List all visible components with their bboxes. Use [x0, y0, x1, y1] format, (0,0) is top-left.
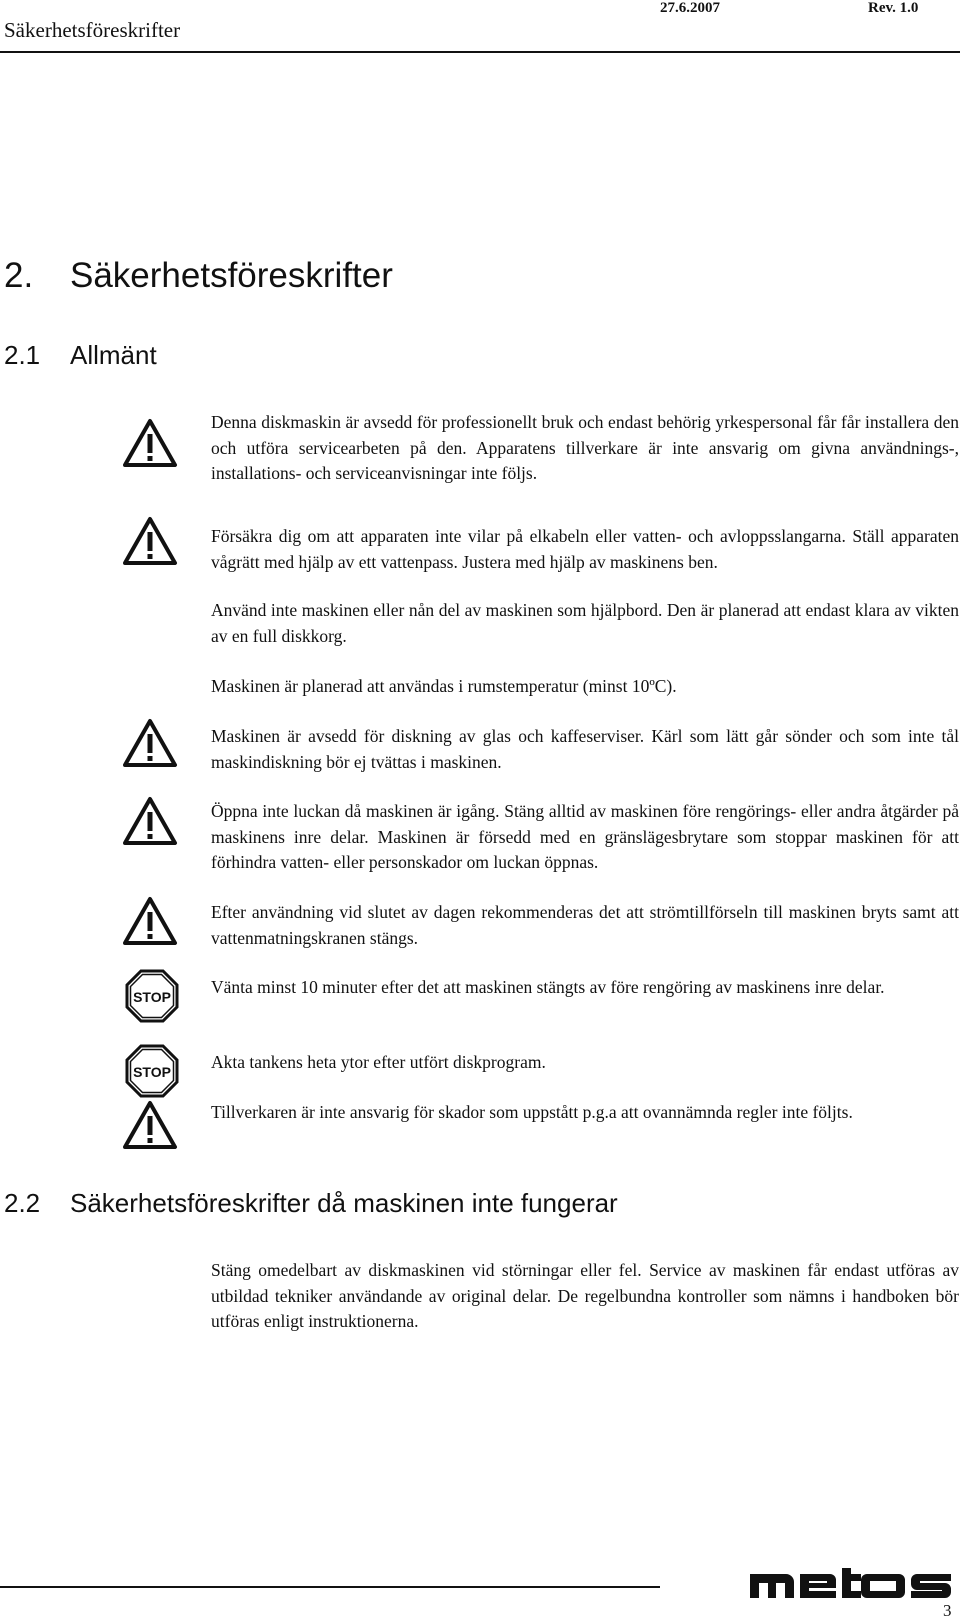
section-number: 2.2	[4, 1188, 41, 1218]
section-title: Säkerhetsföreskrifter då maskinen inte fungerar	[70, 1188, 618, 1218]
warning-icon	[122, 516, 178, 566]
chapter-number: 2.	[4, 256, 34, 295]
header-date: 27.6.2007	[660, 0, 720, 16]
metos-logo	[748, 1566, 958, 1605]
section-heading-2-1	[4, 340, 157, 371]
paragraph-11: Stäng omedelbart av diskmaskinen vid störningar eller fel. Service av maskinen får endast utföras av utbildad tekniker användande av original delar. De regelbundna kontroller som nämns i handboken bör utföras enligt instruktionerna.	[211, 1260, 959, 1331]
stop-sign-icon	[125, 969, 179, 1023]
stop-sign-icon	[125, 1044, 179, 1098]
header-revision: Rev. 1.0	[868, 0, 919, 16]
page-number: 3	[943, 1601, 952, 1620]
warning-icon	[122, 896, 178, 946]
paragraph-9: Akta tankens heta ytor efter utfört diskprogram.	[211, 1052, 546, 1072]
paragraph-3: Använd inte maskinen eller nån del av maskinen som hjälpbord. Den är planerad att endast klara av vikten av en full diskkorg.	[211, 600, 959, 646]
paragraph-7: Efter användning vid slutet av dagen rekommenderas det att strömtillförseln till maskinen bryts samt att vattenmatningskranen stängs.	[211, 902, 959, 948]
warning-icon	[122, 718, 178, 768]
header-divider	[0, 51, 960, 53]
warning-icon	[122, 418, 178, 468]
section-title: Allmänt	[70, 340, 157, 370]
chapter-heading	[4, 256, 393, 296]
paragraph-8: Vänta minst 10 minuter efter det att maskinen stängts av före rengöring av maskinens inre delar.	[211, 977, 885, 997]
warning-icon	[122, 1100, 178, 1150]
chapter-title: Säkerhetsföreskrifter	[70, 256, 393, 295]
header-title: Säkerhetsföreskrifter	[4, 18, 181, 42]
warning-icon	[122, 796, 178, 846]
stop-label: STOP	[133, 1064, 171, 1080]
paragraph-4: Maskinen är planerad att användas i rumstemperatur (minst 10ºC).	[211, 676, 677, 696]
section-heading-2-2	[4, 1188, 618, 1219]
paragraph-10: Tillverkaren är inte ansvarig för skador som uppstått p.g.a att ovannämnda regler inte följts.	[211, 1102, 853, 1122]
paragraph-1: Denna diskmaskin är avsedd för professionellt bruk och endast behörig yrkespersonal får får installera den och utföra servicearbeten på den. Apparatens tillverkare är inte ansvarig om givna användnings-, installations- och serviceanvisningar inte följs.	[211, 412, 959, 483]
footer-divider	[0, 1586, 660, 1588]
section-number: 2.1	[4, 340, 41, 370]
paragraph-5: Maskinen är avsedd för diskning av glas och kaffeserviser. Kärl som lätt går sönder och som inte tål maskindiskning bör ej tvättas i maskinen.	[211, 726, 959, 772]
stop-label: STOP	[133, 989, 171, 1005]
paragraph-6: Öppna inte luckan då maskinen är igång. Stäng alltid av maskinen före rengörings- eller andra åtgärder på maskinens inre delar. Maskinen är försedd med en gränslägesbrytare som stoppar maskinen för att förhindra vatten- eller personskador om luckan öppnas.	[211, 801, 959, 872]
paragraph-2: Försäkra dig om att apparaten inte vilar på elkabeln eller vatten- och avloppsslangarna. Ställ apparaten vågrätt med hjälp av ett vattenpass. Justera med hjälp av maskinens ben.	[211, 526, 959, 572]
